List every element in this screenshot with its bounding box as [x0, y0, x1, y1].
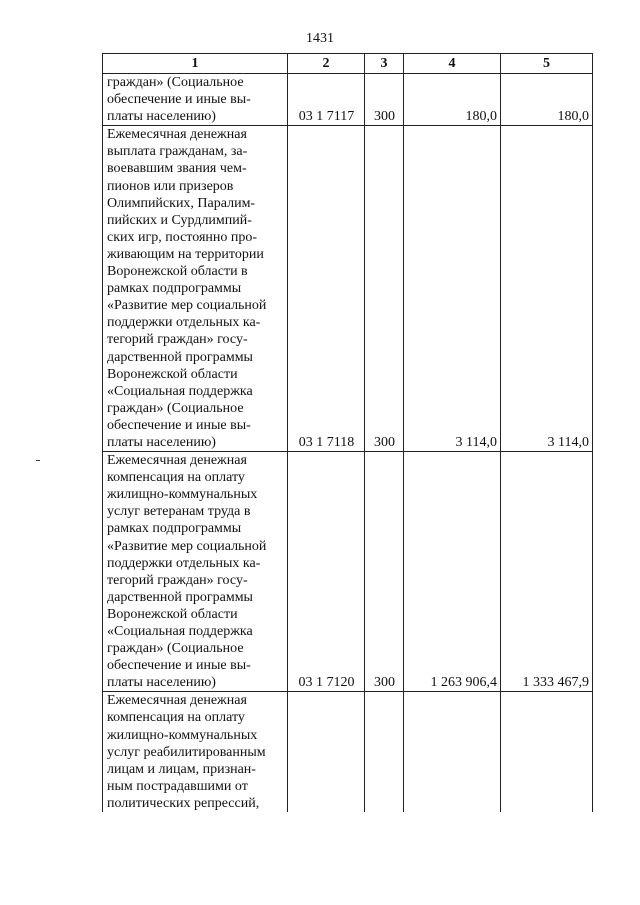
budget-table: [102, 53, 593, 812]
column-header: 5: [501, 54, 593, 74]
table-header-row: [103, 54, 593, 74]
row-amount-cell: [501, 692, 593, 812]
row-amount-cell: 180,0: [501, 74, 593, 126]
row-expense-type-cell: 300: [365, 126, 404, 452]
column-header: 2: [288, 54, 365, 74]
row-name-cell: Ежемесячная денежная компенсация на оплату жилищно-коммунальных услуг реабилитированным лицам и лицам, признан- ным пострадавшими от политических репрессий,: [103, 692, 288, 812]
row-code-cell: 03 1 7117: [288, 74, 365, 126]
row-amount-cell: [404, 692, 501, 812]
row-name-cell: граждан» (Социальное обеспечение и иные вы- платы населению): [103, 74, 288, 126]
table-row: [103, 452, 593, 692]
row-code-cell: 03 1 7118: [288, 126, 365, 452]
column-header: 1: [103, 54, 288, 74]
row-name-cell: Ежемесячная денежная компенсация на оплату жилищно-коммунальных услуг ветеранам труда в рамках подпрограммы «Развитие мер социальной поддержки отдельных ка- тегорий граждан» госу- дарственной программы Воронежской области «Социальная поддержка граждан» (Социальное обеспечение и иные вы- платы населению): [103, 452, 288, 692]
row-code-cell: 03 1 7120: [288, 452, 365, 692]
row-amount-cell: 180,0: [404, 74, 501, 126]
table-row: [103, 692, 593, 812]
row-expense-type-cell: 300: [365, 74, 404, 126]
margin-mark: [36, 460, 40, 461]
table-row: [103, 126, 593, 452]
row-expense-type-cell: 300: [365, 452, 404, 692]
row-amount-cell: 3 114,0: [501, 126, 593, 452]
column-header: 4: [404, 54, 501, 74]
row-amount-cell: 1 263 906,4: [404, 452, 501, 692]
row-amount-cell: 1 333 467,9: [501, 452, 593, 692]
page-number: 1431: [306, 31, 334, 46]
row-amount-cell: 3 114,0: [404, 126, 501, 452]
row-name-cell: Ежемесячная денежная выплата гражданам, за- воевавшим звания чем- пионов или призеров Олимпийских, Паралим- пийских и Сурдлимпий- ских игр, постоянно про- живающим на территории Воронежской области в рамках подпрограммы «Развитие мер социальной поддержки отдельных ка- тегорий граждан» госу- дарственной программы Воронежской области «Социальная поддержка граждан» (Социальное обеспечение и иные вы- платы населению): [103, 126, 288, 452]
row-expense-type-cell: [365, 692, 404, 812]
row-code-cell: [288, 692, 365, 812]
table-row: [103, 74, 593, 126]
column-header: 3: [365, 54, 404, 74]
